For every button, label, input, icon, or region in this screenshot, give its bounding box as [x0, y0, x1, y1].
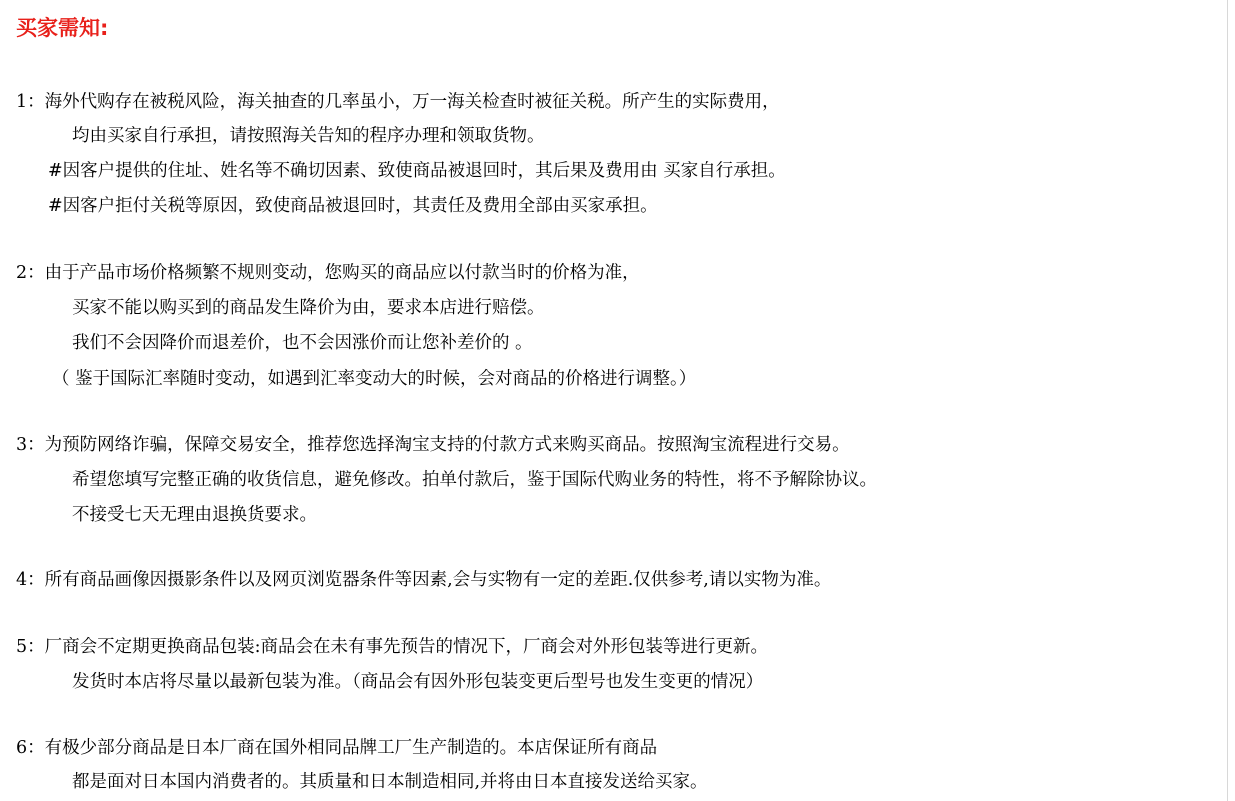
section-5-line-1: 5：厂商会不定期更换商品包装:商品会在未有事先预告的情况下，厂商会对外形包装等进行更新。: [16, 637, 769, 657]
section-2-line-1: 2：由于产品市场价格频繁不规则变动，您购买的商品应以付款当时的价格为准，: [16, 263, 640, 283]
page-title: 买家需知:: [16, 16, 109, 40]
section-3-line-1: 3：为预防网络诈骗，保障交易安全，推荐您选择淘宝支持的付款方式来购买商品。按照淘宝流程进行交易。: [16, 435, 850, 455]
section-3-line-3: 不接受七天无理由退换货要求。: [72, 505, 317, 525]
section-1-line-1: 1：海外代购存在被税风险，海关抽查的几率虽小，万一海关检查时被征关税。所产生的实际费用，: [16, 92, 780, 112]
section-1-line-2: 均由买家自行承担，请按照海关告知的程序办理和领取货物。: [72, 126, 545, 146]
section-3-line-2: 希望您填写完整正确的收货信息，避免修改。拍单付款后，鉴于国际代购业务的特性，将不予解除协议。: [72, 470, 877, 490]
section-1-line-4: #因客户拒付关税等原因，致使商品被退回时，其责任及费用全部由买家承担。: [48, 196, 658, 216]
section-4-line-1: 4：所有商品画像因摄影条件以及网页浏览器条件等因素,会与实物有一定的差距.仅供参考,请以实物为准。: [16, 570, 832, 590]
section-6-line-1: 6：有极少部分商品是日本厂商在国外相同品牌工厂生产制造的。本店保证所有商品: [16, 738, 658, 758]
section-1-line-3: #因客户提供的住址、姓名等不确切因素、致使商品被退回时，其后果及费用由 买家自行承担。: [48, 161, 786, 181]
section-5-line-2: 发货时本店将尽量以最新包装为准。（商品会有因外形包装变更后型号也发生变更的情况）: [72, 672, 764, 692]
section-2-line-3: 我们不会因降价而退差价，也不会因涨价而让您补差价的 。: [72, 333, 533, 353]
section-2-line-4: （ 鉴于国际汇率随时变动，如遇到汇率变动大的时候，会对商品的价格进行调整。）: [52, 369, 697, 389]
section-2-line-2: 买家不能以购买到的商品发生降价为由，要求本店进行赔偿。: [72, 298, 545, 318]
section-6-line-2: 都是面对日本国内消费者的。其质量和日本制造相同,并将由日本直接发送给买家。: [72, 772, 708, 792]
